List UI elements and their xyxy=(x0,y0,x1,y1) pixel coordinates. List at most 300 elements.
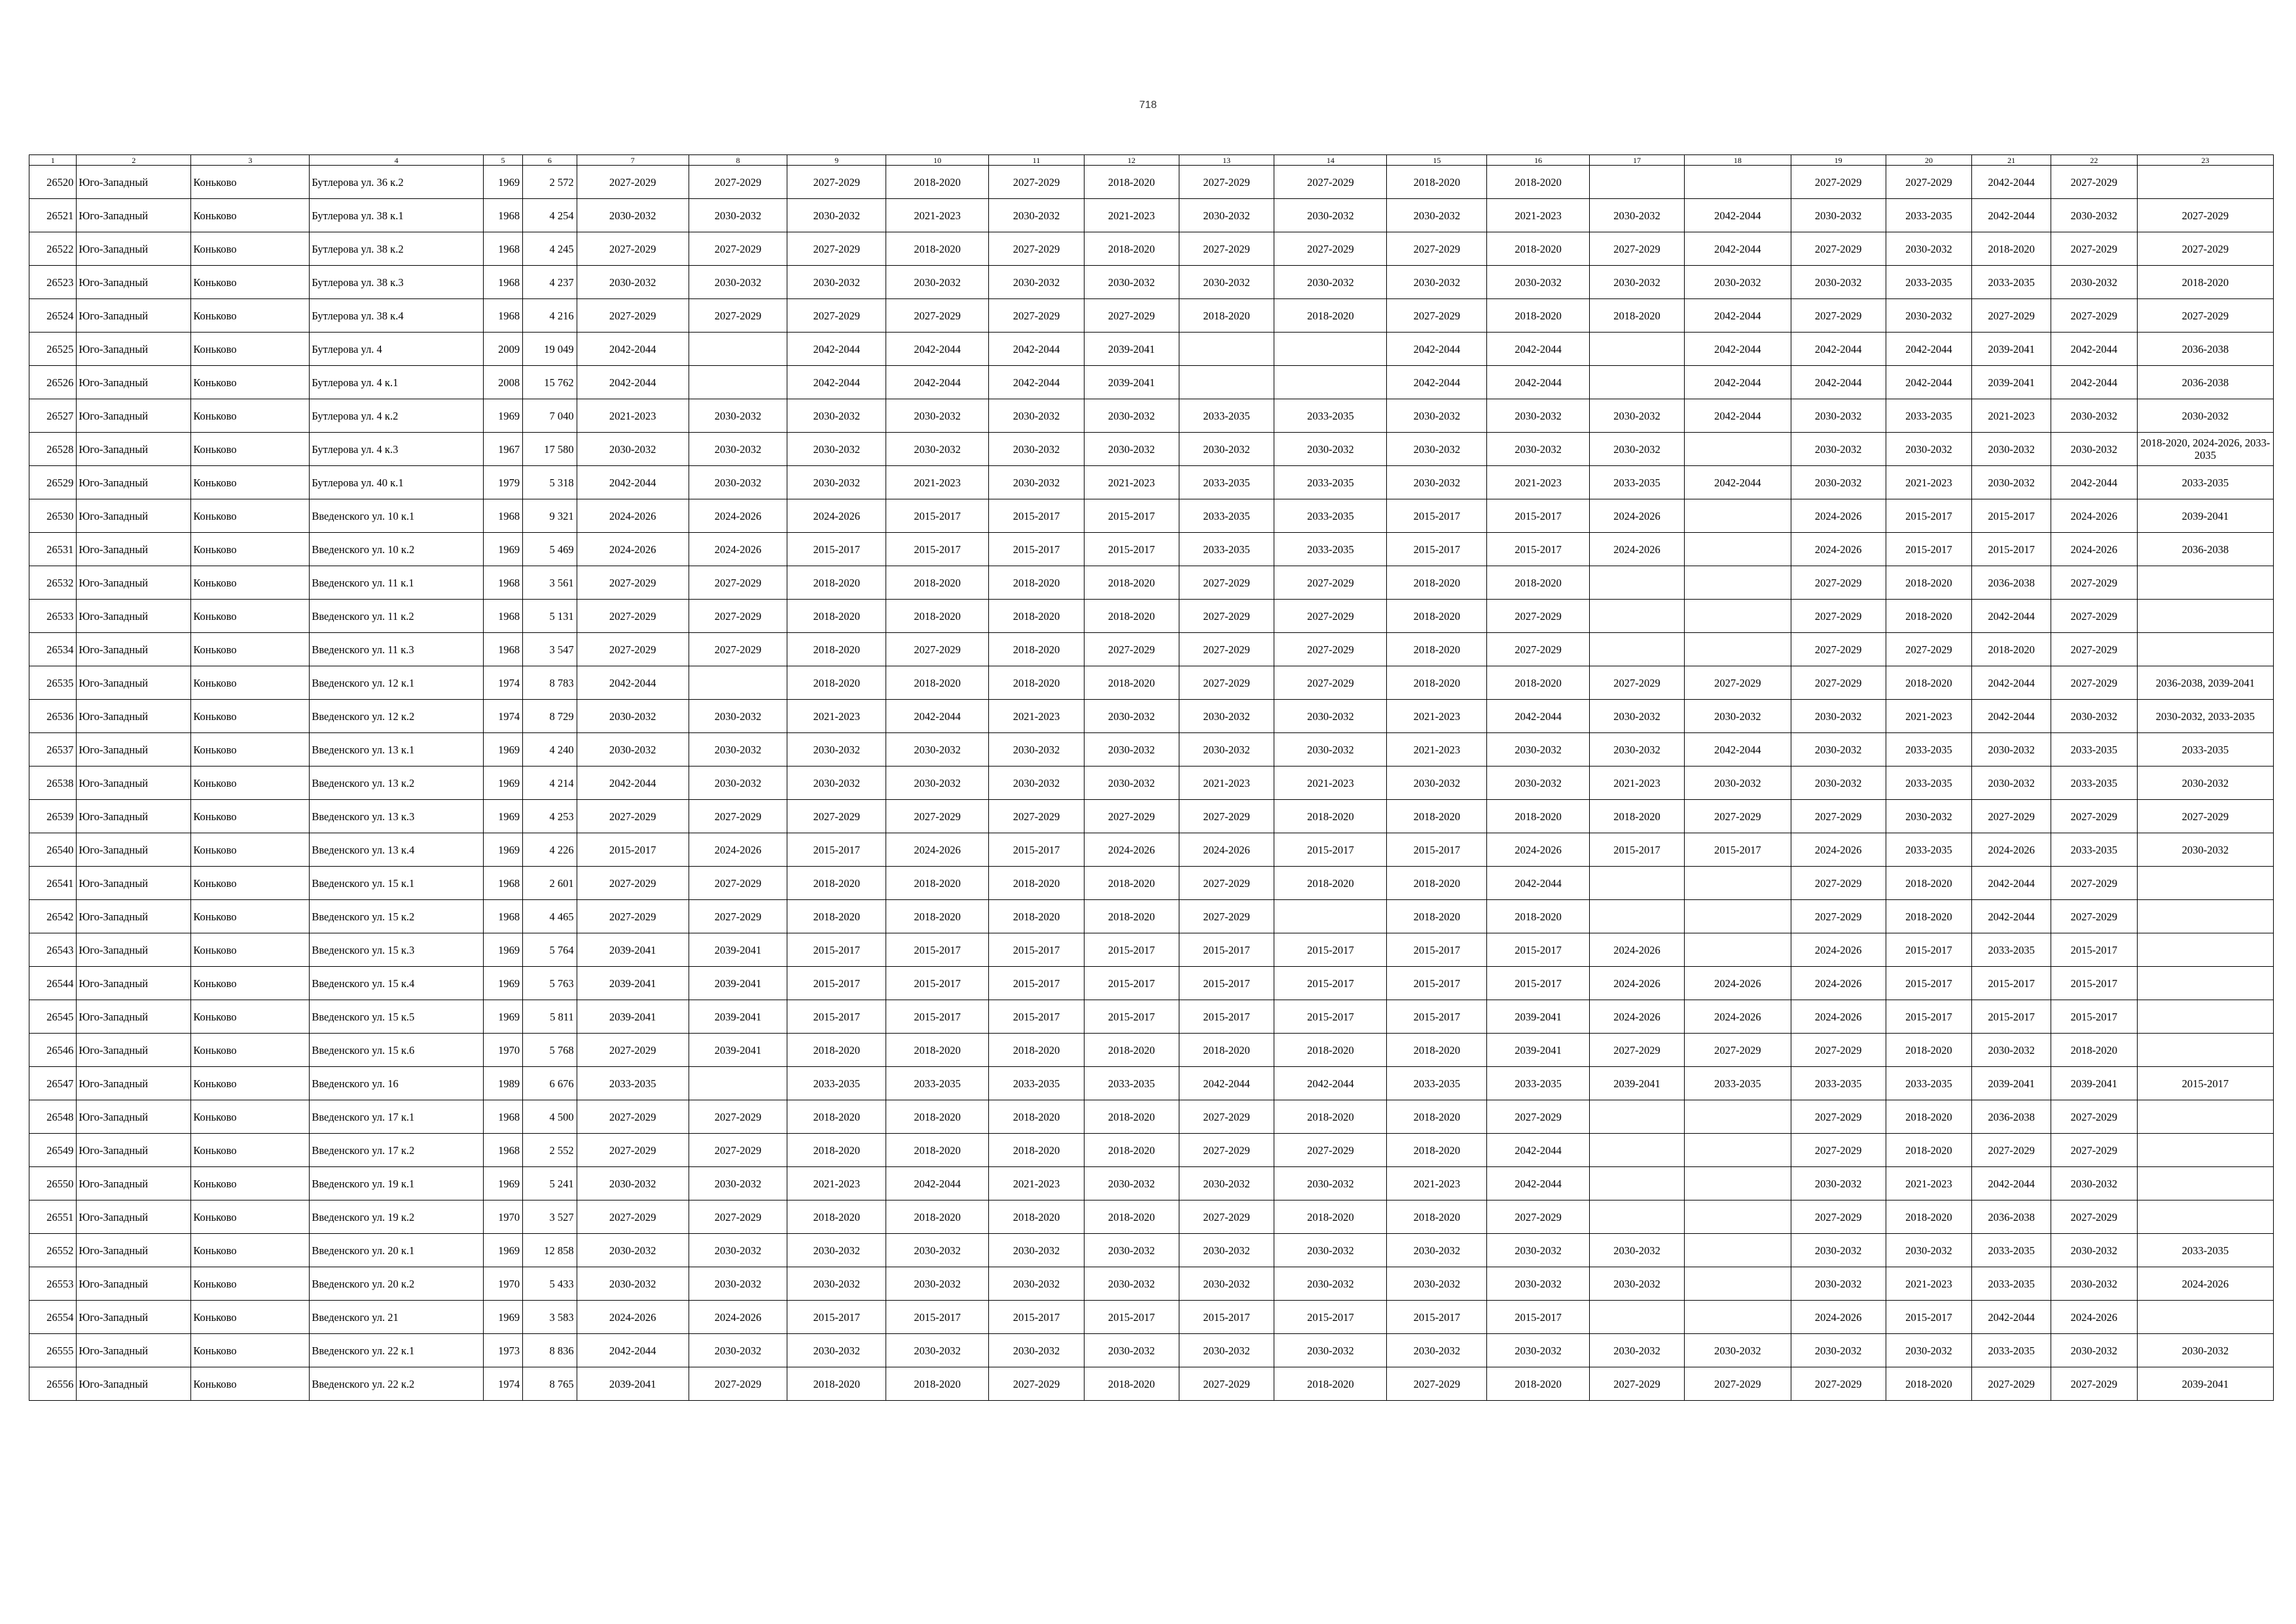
table-cell: 2018-2020 xyxy=(886,867,989,900)
table-cell: 1968 xyxy=(483,499,522,533)
table-cell: 2018-2020 xyxy=(787,1134,886,1167)
table-cell: 2042-2044 xyxy=(2051,466,2137,499)
column-number: 1 xyxy=(29,155,77,166)
column-number: 21 xyxy=(1972,155,2051,166)
table-cell: 2033-2035 xyxy=(1084,1067,1179,1100)
table-cell: 2030-2032 xyxy=(1684,1334,1791,1367)
table-cell: Коньково xyxy=(191,166,310,199)
table-cell: 2042-2044 xyxy=(1886,366,1972,399)
table-cell: 2015-2017 xyxy=(1487,533,1590,566)
table-cell xyxy=(1684,499,1791,533)
table-cell: 2018-2020 xyxy=(1387,1134,1487,1167)
table-cell: 2015-2017 xyxy=(989,1301,1085,1334)
table-cell: 2027-2029 xyxy=(1791,1134,1886,1167)
table-cell: 2015-2017 xyxy=(989,933,1085,967)
table-cell: 2042-2044 xyxy=(577,366,689,399)
table-cell: 2033-2035 xyxy=(1179,499,1274,533)
table-cell: 2030-2032 xyxy=(577,266,689,299)
table-cell: Юго-Западный xyxy=(77,1167,191,1200)
table-cell: 2027-2029 xyxy=(787,299,886,333)
column-number: 5 xyxy=(483,155,522,166)
table-cell: 26532 xyxy=(29,566,77,600)
table-cell: 2033-2035 xyxy=(1886,767,1972,800)
table-cell: 2024-2026 xyxy=(1487,833,1590,867)
table-cell: 2027-2029 xyxy=(1684,800,1791,833)
table-cell: 2018-2020 xyxy=(989,1134,1085,1167)
table-cell: 2039-2041 xyxy=(689,1034,787,1067)
table-cell: 2027-2029 xyxy=(1791,600,1886,633)
column-number: 23 xyxy=(2137,155,2273,166)
table-cell: 2042-2044 xyxy=(1972,1167,2051,1200)
table-cell: 26543 xyxy=(29,933,77,967)
column-number: 19 xyxy=(1791,155,1886,166)
table-cell: 2027-2029 xyxy=(577,299,689,333)
table-cell: 2015-2017 xyxy=(1590,833,1685,867)
table-cell: 5 768 xyxy=(523,1034,577,1067)
table-cell: Юго-Западный xyxy=(77,767,191,800)
table-row xyxy=(29,1167,2274,1200)
table-cell: 2027-2029 xyxy=(886,633,989,666)
table-cell: 2036-2038, 2039-2041 xyxy=(2137,666,2273,700)
table-row xyxy=(29,499,2274,533)
table-cell: 2033-2035 xyxy=(2051,733,2137,767)
table-cell: Коньково xyxy=(191,299,310,333)
table-cell: 2027-2029 xyxy=(577,600,689,633)
table-cell: 2021-2023 xyxy=(989,1167,1085,1200)
column-number: 3 xyxy=(191,155,310,166)
table-cell: 2018-2020, 2024-2026, 2033-2035 xyxy=(2137,433,2273,466)
table-cell: 2027-2029 xyxy=(2051,1100,2137,1134)
table-cell: 2027-2029 xyxy=(577,166,689,199)
table-cell: 2030-2032 xyxy=(689,266,787,299)
table-cell: Бутлерова ул. 4 к.3 xyxy=(310,433,483,466)
table-cell: 26554 xyxy=(29,1301,77,1334)
table-cell: 2021-2023 xyxy=(1972,399,2051,433)
table-cell xyxy=(1684,566,1791,600)
table-row xyxy=(29,232,2274,266)
table-row xyxy=(29,600,2274,633)
table-cell: 2042-2044 xyxy=(577,333,689,366)
table-cell: 2027-2029 xyxy=(2051,232,2137,266)
table-cell: 2018-2020 xyxy=(1084,1034,1179,1067)
table-cell xyxy=(1684,1134,1791,1167)
table-cell: 2030-2032 xyxy=(1084,399,1179,433)
table-cell: 2027-2029 xyxy=(1791,566,1886,600)
table-cell: 2036-2038 xyxy=(1972,566,2051,600)
table-cell: 2018-2020 xyxy=(1886,1134,1972,1167)
table-cell: 2039-2041 xyxy=(2137,499,2273,533)
table-cell: 2030-2032 xyxy=(787,433,886,466)
table-row xyxy=(29,199,2274,232)
table-cell: 2018-2020 xyxy=(1590,299,1685,333)
table-cell: 2030-2032 xyxy=(577,733,689,767)
table-cell xyxy=(2137,967,2273,1000)
table-cell: 2018-2020 xyxy=(1387,867,1487,900)
table-cell: 1968 xyxy=(483,299,522,333)
table-cell: 2015-2017 xyxy=(1972,1000,2051,1034)
table-cell: 2018-2020 xyxy=(1179,299,1274,333)
table-cell xyxy=(1274,333,1387,366)
table-cell: 2030-2032 xyxy=(1886,800,1972,833)
table-cell: Юго-Западный xyxy=(77,700,191,733)
table-cell: 2027-2029 xyxy=(1274,166,1387,199)
table-cell: Введенского ул. 15 к.4 xyxy=(310,967,483,1000)
table-cell: 2033-2035 xyxy=(1179,466,1274,499)
table-cell: 4 240 xyxy=(523,733,577,767)
table-cell: 2027-2029 xyxy=(689,1367,787,1401)
table-cell: 26520 xyxy=(29,166,77,199)
table-row xyxy=(29,1034,2274,1067)
table-cell: Введенского ул. 11 к.1 xyxy=(310,566,483,600)
table-cell: 2018-2020 xyxy=(989,566,1085,600)
table-row xyxy=(29,733,2274,767)
table-cell: 2021-2023 xyxy=(1886,466,1972,499)
table-cell: 2018-2020 xyxy=(886,566,989,600)
table-cell: 8 729 xyxy=(523,700,577,733)
table-cell: 2030-2032 xyxy=(1590,433,1685,466)
table-cell xyxy=(1274,900,1387,933)
table-cell: 2030-2032 xyxy=(577,1167,689,1200)
table-cell: 1969 xyxy=(483,967,522,1000)
table-cell: 2018-2020 xyxy=(787,666,886,700)
table-cell: 2030-2032 xyxy=(1886,1234,1972,1267)
table-cell: 2018-2020 xyxy=(787,867,886,900)
table-cell: Коньково xyxy=(191,900,310,933)
table-cell: 2030-2032 xyxy=(577,199,689,232)
table-cell: 2024-2026 xyxy=(1590,533,1685,566)
table-cell: Введенского ул. 15 к.1 xyxy=(310,867,483,900)
table-cell: Бутлерова ул. 4 xyxy=(310,333,483,366)
table-cell: 2033-2035 xyxy=(787,1067,886,1100)
table-cell: 2018-2020 xyxy=(1274,867,1387,900)
table-cell: 2027-2029 xyxy=(1387,232,1487,266)
table-cell: 2015-2017 xyxy=(1487,967,1590,1000)
table-cell: 2018-2020 xyxy=(1886,1200,1972,1234)
table-cell: 26550 xyxy=(29,1167,77,1200)
table-cell: 2018-2020 xyxy=(1886,1034,1972,1067)
table-cell: 2015-2017 xyxy=(886,933,989,967)
table-cell: 2024-2026 xyxy=(2051,533,2137,566)
table-cell: 2030-2032 xyxy=(1487,266,1590,299)
table-cell: 2027-2029 xyxy=(1791,299,1886,333)
table-cell: 1968 xyxy=(483,266,522,299)
table-cell: 2027-2029 xyxy=(2051,1367,2137,1401)
table-cell: Коньково xyxy=(191,1067,310,1100)
table-cell: 2042-2044 xyxy=(787,333,886,366)
table-cell: 2021-2023 xyxy=(886,466,989,499)
table-cell: 2024-2026 xyxy=(1791,967,1886,1000)
table-cell: 2015-2017 xyxy=(1387,499,1487,533)
table-cell: 2030-2032 xyxy=(1274,1167,1387,1200)
table-cell: 2015-2017 xyxy=(989,833,1085,867)
column-number: 22 xyxy=(2051,155,2137,166)
table-cell: 2027-2029 xyxy=(1274,666,1387,700)
table-cell: 26546 xyxy=(29,1034,77,1067)
table-cell: 26531 xyxy=(29,533,77,566)
column-number: 13 xyxy=(1179,155,1274,166)
table-cell: 2024-2026 xyxy=(577,533,689,566)
table-cell: 2030-2032 xyxy=(1179,733,1274,767)
table-cell: 2027-2029 xyxy=(1274,566,1387,600)
table-cell xyxy=(689,366,787,399)
table-cell xyxy=(1684,166,1791,199)
table-cell: Коньково xyxy=(191,1134,310,1167)
table-cell: Юго-Западный xyxy=(77,1267,191,1301)
table-cell: 2027-2029 xyxy=(1791,232,1886,266)
table-cell: 2015-2017 xyxy=(1274,967,1387,1000)
table-cell xyxy=(2137,1301,2273,1334)
table-cell: 1974 xyxy=(483,700,522,733)
table-cell: 26529 xyxy=(29,466,77,499)
table-cell: 2030-2032 xyxy=(989,433,1085,466)
table-cell: 2018-2020 xyxy=(1886,566,1972,600)
table-cell: 2015-2017 xyxy=(1972,967,2051,1000)
table-cell: 3 583 xyxy=(523,1301,577,1334)
table-cell: 2027-2029 xyxy=(2137,232,2273,266)
table-cell: 2030-2032 xyxy=(1084,1267,1179,1301)
table-cell: 2039-2041 xyxy=(1084,366,1179,399)
table-cell: 2027-2029 xyxy=(2051,800,2137,833)
table-cell: Юго-Западный xyxy=(77,466,191,499)
table-cell: 2030-2032 xyxy=(1791,733,1886,767)
table-cell: 17 580 xyxy=(523,433,577,466)
table-cell xyxy=(1590,600,1685,633)
table-cell: 2030-2032 xyxy=(989,199,1085,232)
table-cell: 2030-2032 xyxy=(1274,433,1387,466)
table-cell: 2018-2020 xyxy=(1886,900,1972,933)
table-cell: 2030-2032 xyxy=(1886,433,1972,466)
table-cell: 2027-2029 xyxy=(689,299,787,333)
table-cell: 2027-2029 xyxy=(1179,666,1274,700)
table-cell: 2030-2032 xyxy=(989,399,1085,433)
table-cell: 2015-2017 xyxy=(1886,499,1972,533)
table-cell: Введенского ул. 19 к.1 xyxy=(310,1167,483,1200)
table-cell: 2042-2044 xyxy=(1487,867,1590,900)
table-cell: Введенского ул. 22 к.2 xyxy=(310,1367,483,1401)
table-cell: 2027-2029 xyxy=(577,900,689,933)
table-cell: 2030-2032 xyxy=(886,733,989,767)
table-cell: 2015-2017 xyxy=(1387,967,1487,1000)
table-cell: 2018-2020 xyxy=(1487,1367,1590,1401)
table-cell: 2027-2029 xyxy=(1791,800,1886,833)
table-cell: 2024-2026 xyxy=(577,499,689,533)
table-cell: 2027-2029 xyxy=(1179,1200,1274,1234)
column-number: 2 xyxy=(77,155,191,166)
table-cell: Коньково xyxy=(191,833,310,867)
table-cell: 2033-2035 xyxy=(1274,533,1387,566)
table-cell: 2030-2032 xyxy=(1791,767,1886,800)
table-cell: 2030-2032 xyxy=(1387,433,1487,466)
table-cell: Юго-Западный xyxy=(77,166,191,199)
table-cell: 2027-2029 xyxy=(1590,1034,1685,1067)
table-cell: 2015-2017 xyxy=(787,533,886,566)
table-cell: 2030-2032 xyxy=(1084,767,1179,800)
table-cell: 2027-2029 xyxy=(1972,800,2051,833)
table-cell: 2027-2029 xyxy=(2051,1134,2137,1167)
table-cell: 2021-2023 xyxy=(1084,466,1179,499)
table-row xyxy=(29,933,2274,967)
table-cell: 26538 xyxy=(29,767,77,800)
table-cell: Юго-Западный xyxy=(77,199,191,232)
table-cell: 2027-2029 xyxy=(689,1134,787,1167)
table-row xyxy=(29,1200,2274,1234)
table-cell: 2027-2029 xyxy=(989,800,1085,833)
table-cell: 26527 xyxy=(29,399,77,433)
table-cell: 2015-2017 xyxy=(2051,1000,2137,1034)
table-cell: Коньково xyxy=(191,1167,310,1200)
table-cell: 1989 xyxy=(483,1067,522,1100)
table-cell: Коньково xyxy=(191,800,310,833)
table-cell: 2015-2017 xyxy=(787,967,886,1000)
table-cell: 1969 xyxy=(483,1167,522,1200)
table-cell: 2030-2032 xyxy=(1791,1234,1886,1267)
table-cell: Юго-Западный xyxy=(77,800,191,833)
table-cell: 2027-2029 xyxy=(1179,867,1274,900)
table-cell: 2027-2029 xyxy=(1274,600,1387,633)
table-cell: 2018-2020 xyxy=(989,900,1085,933)
table-cell: 2027-2029 xyxy=(1791,1100,1886,1134)
table-cell: 2027-2029 xyxy=(577,1200,689,1234)
table-row xyxy=(29,1100,2274,1134)
table-cell: 2027-2029 xyxy=(1791,166,1886,199)
table-cell: 2030-2032 xyxy=(2137,399,2273,433)
table-cell: 2033-2035 xyxy=(1886,733,1972,767)
table-cell: 2039-2041 xyxy=(1084,333,1179,366)
table-cell: 26528 xyxy=(29,433,77,466)
table-cell: 2021-2023 xyxy=(1590,767,1685,800)
table-cell: 2018-2020 xyxy=(787,1200,886,1234)
table-cell: 2033-2035 xyxy=(2137,733,2273,767)
table-cell xyxy=(1684,633,1791,666)
table-cell: 5 131 xyxy=(523,600,577,633)
table-cell: 2018-2020 xyxy=(1972,232,2051,266)
table-cell: 2027-2029 xyxy=(2051,900,2137,933)
table-cell: 2030-2032 xyxy=(886,1334,989,1367)
column-number: 6 xyxy=(523,155,577,166)
table-cell: 2030-2032 xyxy=(2051,433,2137,466)
table-cell: Юго-Западный xyxy=(77,1100,191,1134)
table-cell: 2027-2029 xyxy=(2051,633,2137,666)
table-cell: Бутлерова ул. 40 к.1 xyxy=(310,466,483,499)
table-cell: 2030-2032 xyxy=(787,399,886,433)
table-cell xyxy=(1590,900,1685,933)
table-cell: 2021-2023 xyxy=(1886,700,1972,733)
table-cell: 2015-2017 xyxy=(1084,1000,1179,1034)
table-cell: 2027-2029 xyxy=(1387,1367,1487,1401)
table-cell: 2030-2032 xyxy=(787,1234,886,1267)
table-cell: 1968 xyxy=(483,566,522,600)
table-cell: Юго-Западный xyxy=(77,433,191,466)
table-cell: 2030-2032 xyxy=(1487,433,1590,466)
table-cell: 2030-2032 xyxy=(2051,266,2137,299)
table-cell: 2015-2017 xyxy=(787,1000,886,1034)
table-cell: 2039-2041 xyxy=(689,933,787,967)
table-cell: 2030-2032 xyxy=(1487,767,1590,800)
table-cell: 2015-2017 xyxy=(886,533,989,566)
table-cell: 2033-2035 xyxy=(1972,1267,2051,1301)
table-row xyxy=(29,666,2274,700)
table-cell: 2030-2032 xyxy=(989,1267,1085,1301)
table-cell: Коньково xyxy=(191,266,310,299)
table-cell: Введенского ул. 15 к.3 xyxy=(310,933,483,967)
table-cell: 2027-2029 xyxy=(989,1367,1085,1401)
table-cell: 2033-2035 xyxy=(1886,199,1972,232)
table-cell: 2015-2017 xyxy=(1387,1301,1487,1334)
table-cell: 2039-2041 xyxy=(689,967,787,1000)
table-cell: 2018-2020 xyxy=(1274,299,1387,333)
table-cell: 2039-2041 xyxy=(577,933,689,967)
table-cell: 2009 xyxy=(483,333,522,366)
table-cell: 2027-2029 xyxy=(577,633,689,666)
table-cell: 2033-2035 xyxy=(2051,833,2137,867)
table-cell: 1968 xyxy=(483,232,522,266)
table-cell: Юго-Западный xyxy=(77,733,191,767)
table-cell: 2030-2032 xyxy=(1487,1267,1590,1301)
table-cell: 2030-2032 xyxy=(1387,466,1487,499)
table-cell: 2018-2020 xyxy=(989,1200,1085,1234)
table-row xyxy=(29,1334,2274,1367)
table-cell: 2030-2032 xyxy=(1487,1334,1590,1367)
table-cell: Введенского ул. 11 к.3 xyxy=(310,633,483,666)
table-cell: 2039-2041 xyxy=(1972,333,2051,366)
table-cell: 2018-2020 xyxy=(886,1034,989,1067)
table-cell: Юго-Западный xyxy=(77,600,191,633)
table-cell: 2018-2020 xyxy=(1886,600,1972,633)
table-cell: 2030-2032 xyxy=(1084,1334,1179,1367)
table-cell xyxy=(2137,867,2273,900)
table-cell: 2030-2032 xyxy=(1179,199,1274,232)
table-cell: 1974 xyxy=(483,1367,522,1401)
table-cell: 2027-2029 xyxy=(577,867,689,900)
table-cell: 2018-2020 xyxy=(787,566,886,600)
table-cell: 2015-2017 xyxy=(1886,933,1972,967)
table-cell: 2030-2032 xyxy=(1084,700,1179,733)
table-cell: 2030-2032 xyxy=(1179,1267,1274,1301)
table-cell: 2042-2044 xyxy=(989,333,1085,366)
table-cell: 2018-2020 xyxy=(1274,1034,1387,1067)
table-cell: Введенского ул. 20 к.1 xyxy=(310,1234,483,1267)
table-cell: 2030-2032 xyxy=(1590,266,1685,299)
table-cell: 2030-2032 xyxy=(1084,266,1179,299)
table-cell: 2027-2029 xyxy=(1179,566,1274,600)
table-cell: Юго-Западный xyxy=(77,933,191,967)
table-cell: Коньково xyxy=(191,533,310,566)
table-cell: 2030-2032 xyxy=(787,266,886,299)
table-cell: Юго-Западный xyxy=(77,1134,191,1167)
table-cell: 2030-2032 xyxy=(689,1167,787,1200)
table-cell: 2015-2017 xyxy=(787,1301,886,1334)
table-cell xyxy=(689,666,787,700)
table-cell: 2030-2032 xyxy=(1274,1267,1387,1301)
table-cell: 2042-2044 xyxy=(1684,232,1791,266)
table-cell: 2030-2032 xyxy=(689,433,787,466)
table-row xyxy=(29,1067,2274,1100)
table-cell: 2024-2026 xyxy=(577,1301,689,1334)
table-cell: 2027-2029 xyxy=(689,900,787,933)
table-cell: 5 241 xyxy=(523,1167,577,1200)
table-cell: 2042-2044 xyxy=(886,1167,989,1200)
table-cell: 2018-2020 xyxy=(886,166,989,199)
table-row xyxy=(29,700,2274,733)
table-row xyxy=(29,366,2274,399)
table-cell: 2030-2032 xyxy=(1274,199,1387,232)
table-cell: 26545 xyxy=(29,1000,77,1034)
table-cell: 1968 xyxy=(483,633,522,666)
table-cell: 12 858 xyxy=(523,1234,577,1267)
table-cell: 2018-2020 xyxy=(989,600,1085,633)
table-cell: 2036-2038 xyxy=(2137,533,2273,566)
table-cell: 26540 xyxy=(29,833,77,867)
